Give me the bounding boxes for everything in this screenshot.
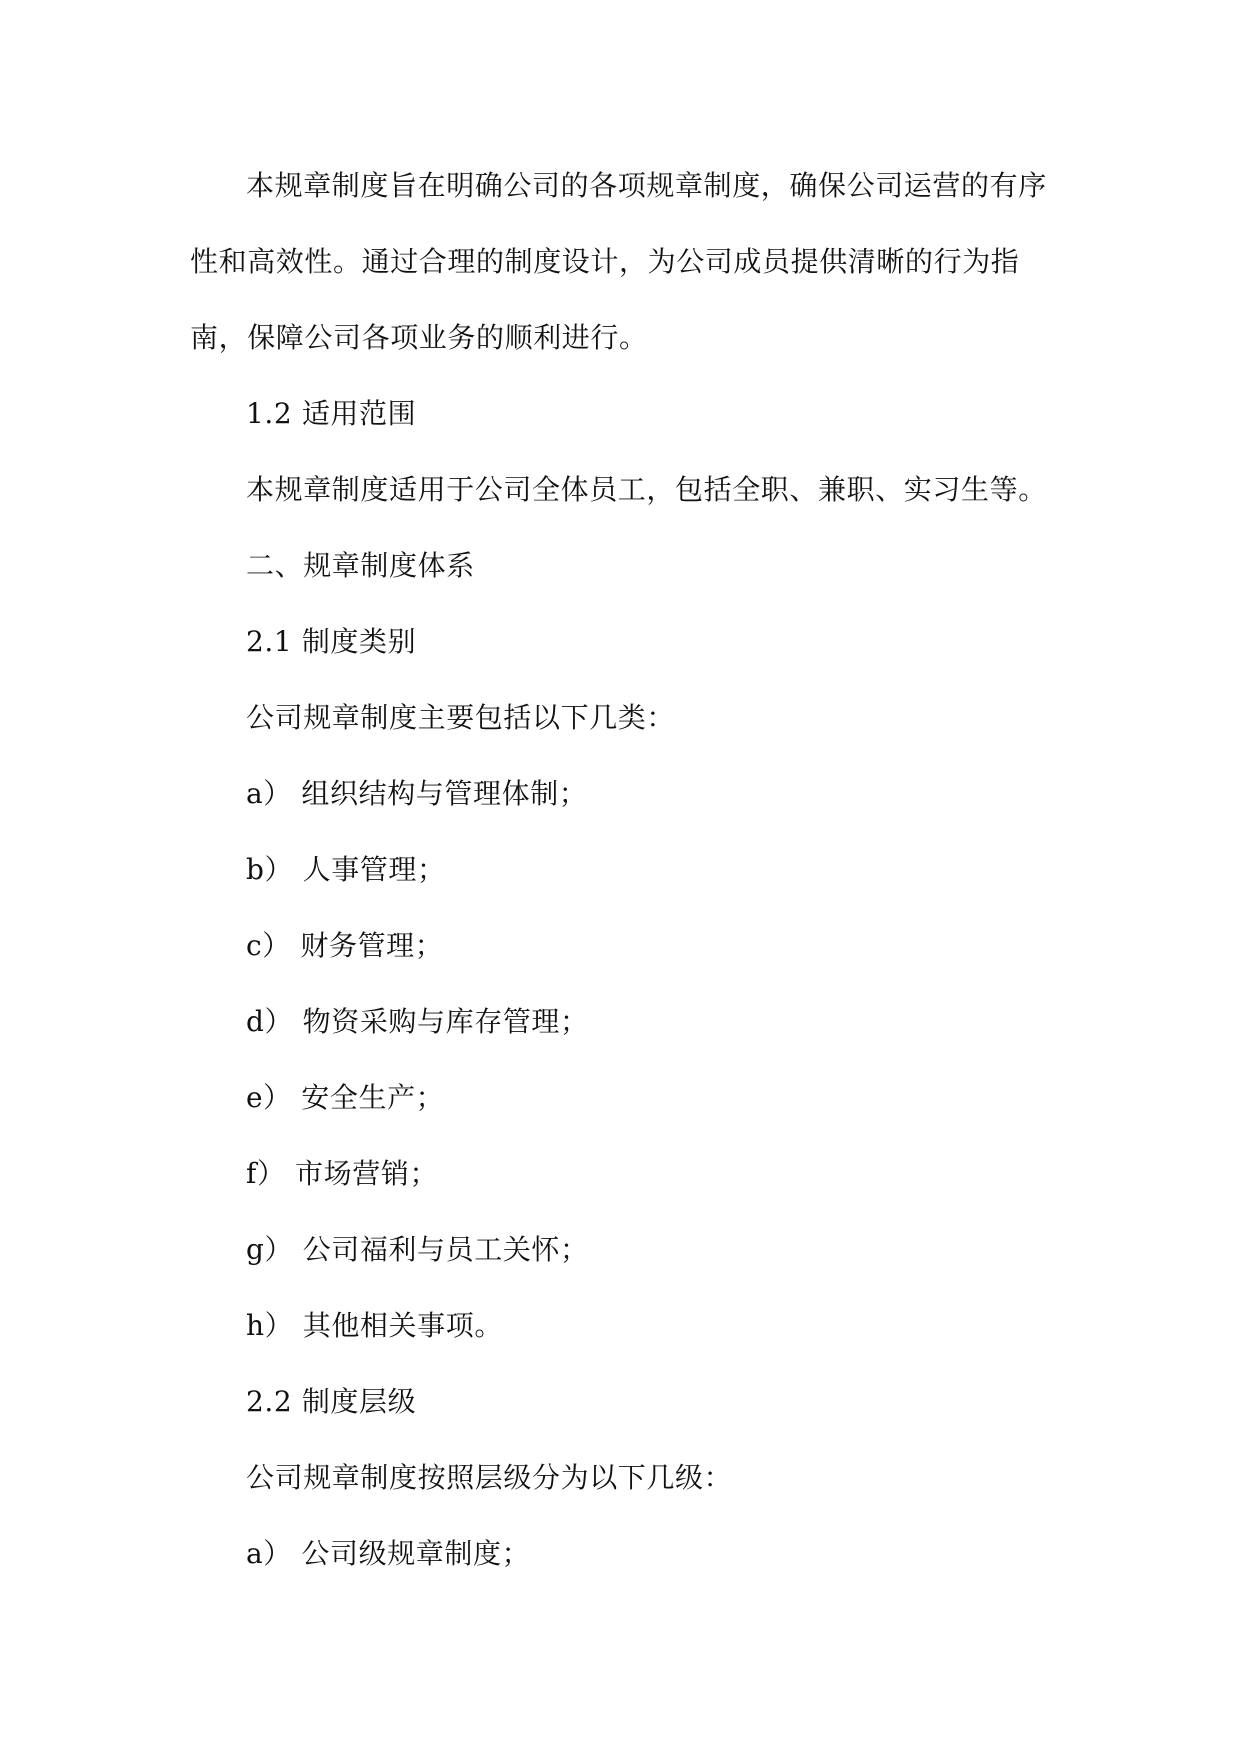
list-item: b） 人事管理； (246, 853, 446, 886)
section-heading-levels: 2.2 制度层级 (246, 1385, 417, 1418)
list-item: e） 安全生产； (246, 1081, 445, 1114)
chapter-heading-system: 二、规章制度体系 (246, 549, 475, 582)
list-item: c） 财务管理； (246, 929, 444, 962)
list-item: a） 公司级规章制度； (246, 1537, 531, 1570)
scope-text: 本规章制度适用于公司全体员工，包括全职、兼职、实习生等。 (246, 473, 1047, 506)
list-item: g） 公司福利与员工关怀； (246, 1233, 589, 1266)
levels-intro: 公司规章制度按照层级分为以下几级： (246, 1461, 733, 1494)
section-heading-scope: 1.2 适用范围 (246, 397, 417, 430)
list-item: d） 物资采购与库存管理； (246, 1005, 589, 1038)
list-item: a） 组织结构与管理体制； (246, 777, 588, 810)
section-heading-categories: 2.1 制度类别 (246, 625, 417, 658)
list-item: h） 其他相关事项。 (246, 1309, 503, 1342)
document-body (190, 148, 1052, 1592)
intro-paragraph: 本规章制度旨在明确公司的各项规章制度，确保公司运营的有序性和高效性。通过合理的制度设计，为公司成员提供清晰的行为指南，保障公司各项业务的顺利进行。 (190, 169, 1047, 354)
list-item: f） 市场营销； (246, 1157, 439, 1190)
categories-intro: 公司规章制度主要包括以下几类： (246, 701, 676, 734)
